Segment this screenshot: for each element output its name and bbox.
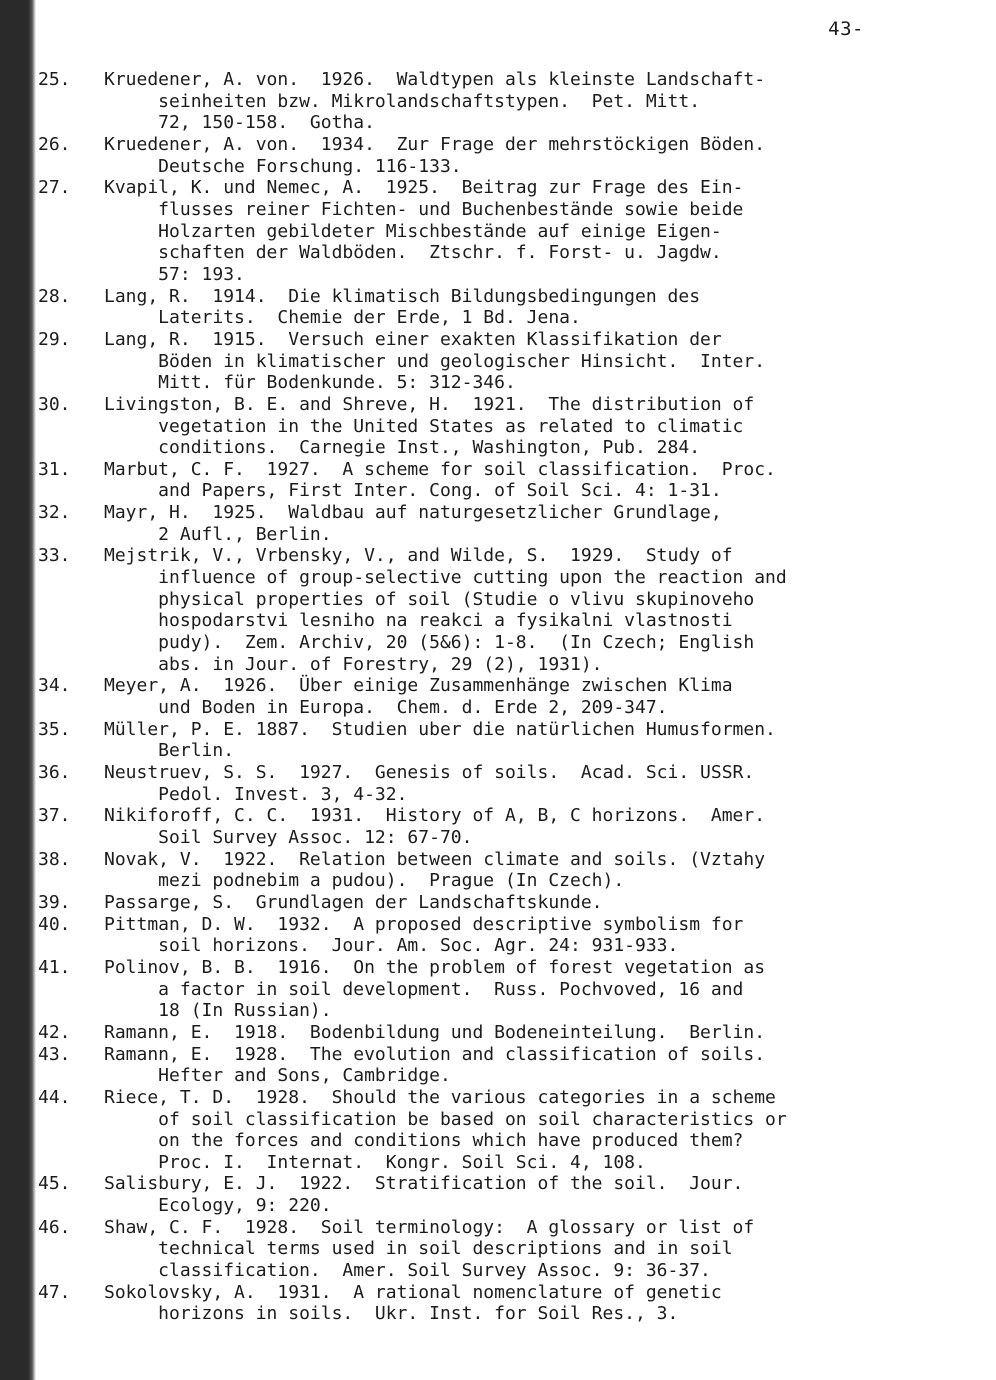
reference-line: soil horizons. Jour. Am. Soc. Agr. 24: 931-933. — [104, 935, 679, 957]
reference-line: Mejstrik, V., Vrbensky, V., and Wilde, S. 1929. Study of — [104, 545, 733, 567]
reference-text — [104, 69, 916, 134]
reference-text — [104, 1044, 916, 1087]
reference-line: Pittman, D. W. 1932. A proposed descriptive symbolism for — [104, 913, 744, 935]
reference-line: on the forces and conditions which have produced them? — [104, 1130, 744, 1152]
reference-line: abs. in Jour. of Forestry, 29 (2), 1931). — [104, 653, 603, 675]
reference-text — [104, 1217, 916, 1282]
reference-line: and Papers, First Inter. Cong. of Soil Sci. 4: 1-31. — [104, 480, 722, 502]
reference-line: mezi podnebim a pudou). Prague (In Czech). — [104, 870, 625, 892]
reference-entry — [36, 1044, 916, 1087]
reference-line: Salisbury, E. J. 1922. Stratification of the soil. Jour. — [104, 1173, 744, 1195]
reference-line: 2 Aufl., Berlin. — [104, 523, 332, 545]
reference-line: 57: 193. — [104, 263, 245, 285]
reference-entry — [36, 1022, 916, 1044]
reference-entry — [36, 1217, 916, 1282]
reference-line: a factor in soil development. Russ. Pochvoved, 16 and — [104, 978, 744, 1000]
reference-entry — [36, 892, 916, 914]
reference-line: und Boden in Europa. Chem. d. Erde 2, 209-347. — [104, 697, 668, 719]
reference-list — [36, 69, 916, 1325]
reference-number: 38. — [38, 848, 71, 870]
reference-entry — [36, 957, 916, 1022]
reference-number: 30. — [38, 393, 71, 415]
reference-entry — [36, 849, 916, 892]
reference-text — [104, 1022, 916, 1044]
reference-entry — [36, 1173, 916, 1216]
reference-entry — [36, 134, 916, 177]
reference-entry — [36, 762, 916, 805]
reference-line: Hefter and Sons, Cambridge. — [104, 1065, 451, 1087]
page-number: 43- — [828, 18, 864, 40]
reference-line: Ecology, 9: 220. — [104, 1195, 332, 1217]
reference-line: Passarge, S. Grundlagen der Landschaftskunde. — [104, 891, 603, 913]
reference-entry — [36, 502, 916, 545]
reference-line: Polinov, B. B. 1916. On the problem of forest vegetation as — [104, 956, 766, 978]
reference-text — [104, 394, 916, 459]
reference-line: Müller, P. E. 1887. Studien uber die natürlichen Humusformen. — [104, 718, 776, 740]
reference-line: Ramann, E. 1918. Bodenbildung und Bodeneinteilung. Berlin. — [104, 1021, 766, 1043]
reference-entry — [36, 914, 916, 957]
reference-line: classification. Amer. Soil Survey Assoc. 9: 36-37. — [104, 1260, 711, 1282]
reference-line: technical terms used in soil descriptions and in soil — [104, 1238, 733, 1260]
reference-text — [104, 762, 916, 805]
reference-number: 41. — [38, 956, 71, 978]
reference-entry — [36, 719, 916, 762]
reference-number: 34. — [38, 675, 71, 697]
reference-line: Pedol. Invest. 3, 4-32. — [104, 783, 408, 805]
reference-number: 46. — [38, 1216, 71, 1238]
reference-number: 47. — [38, 1281, 71, 1303]
reference-line: Marbut, C. F. 1927. A scheme for soil classification. Proc. — [104, 458, 776, 480]
reference-number: 45. — [38, 1173, 71, 1195]
reference-line: physical properties of soil (Studie o vlivu skupinoveho — [104, 588, 755, 610]
reference-line: Mayr, H. 1925. Waldbau auf naturgesetzlicher Grundlage, — [104, 502, 722, 524]
reference-line: schaften der Waldböden. Ztschr. f. Forst- u. Jagdw. — [104, 242, 722, 264]
reference-line: Lang, R. 1915. Versuch einer exakten Klassifikation der — [104, 328, 722, 350]
reference-number: 29. — [38, 328, 71, 350]
reference-line: Novak, V. 1922. Relation between climate and soils. (Vztahy — [104, 848, 766, 870]
reference-number: 36. — [38, 762, 71, 783]
reference-line: Kruedener, A. von. 1926. Waldtypen als kleinste Landschaft- — [104, 69, 766, 90]
reference-line: vegetation in the United States as related to climatic — [104, 415, 744, 437]
reference-line: Böden in klimatischer und geologischer Hinsicht. Inter. — [104, 350, 766, 372]
reference-text — [104, 177, 916, 285]
reference-number: 33. — [38, 545, 71, 567]
reference-line: Berlin. — [104, 740, 235, 762]
reference-line: Proc. I. Internat. Kongr. Soil Sci. 4, 108. — [104, 1151, 646, 1173]
reference-line: Deutsche Forschung. 116-133. — [104, 155, 462, 177]
reference-line: Lang, R. 1914. Die klimatisch Bildungsbedingungen des — [104, 285, 701, 307]
reference-line: Kvapil, K. und Nemec, A. 1925. Beitrag zur Frage des Ein- — [104, 177, 744, 199]
reference-entry — [36, 394, 916, 459]
reference-line: seinheiten bzw. Mikrolandschaftstypen. Pet. Mitt. — [104, 90, 701, 112]
reference-line: Mitt. für Bodenkunde. 5: 312-346. — [104, 372, 516, 394]
reference-number: 43. — [38, 1043, 71, 1065]
reference-text — [104, 914, 916, 957]
reference-number: 37. — [38, 805, 71, 827]
reference-number: 35. — [38, 718, 71, 740]
reference-entry — [36, 329, 916, 394]
reference-entry — [36, 805, 916, 848]
reference-line: Sokolovsky, A. 1931. A rational nomenclature of genetic — [104, 1281, 722, 1303]
reference-text — [104, 675, 916, 718]
reference-line: Soil Survey Assoc. 12: 67-70. — [104, 826, 473, 848]
reference-text — [104, 849, 916, 892]
reference-text — [104, 1282, 916, 1325]
reference-entry — [36, 545, 916, 675]
reference-text — [104, 1173, 916, 1216]
reference-line: Holzarten gebildeter Mischbestände auf einige Eigen- — [104, 220, 722, 242]
reference-line: flusses reiner Fichten- und Buchenbestände sowie beide — [104, 198, 744, 220]
reference-line: conditions. Carnegie Inst., Washington, Pub. 284. — [104, 437, 701, 459]
reference-line: Neustruev, S. S. 1927. Genesis of soils. Acad. Sci. USSR. — [104, 762, 755, 783]
reference-text — [104, 1087, 916, 1174]
reference-line: Kruedener, A. von. 1934. Zur Frage der mehrstöckigen Böden. — [104, 133, 766, 155]
page-binding-edge — [0, 0, 36, 1380]
reference-line: Shaw, C. F. 1928. Soil terminology: A glossary or list of — [104, 1216, 755, 1238]
reference-text — [104, 502, 916, 545]
reference-entry — [36, 286, 916, 329]
reference-number: 26. — [38, 133, 71, 155]
reference-number: 32. — [38, 502, 71, 524]
reference-text — [104, 329, 916, 394]
reference-text — [104, 719, 916, 762]
reference-text — [104, 892, 916, 914]
reference-number: 25. — [38, 69, 71, 90]
reference-text — [104, 957, 916, 1022]
reference-line: Nikiforoff, C. C. 1931. History of A, B, C horizons. Amer. — [104, 805, 766, 827]
reference-line: pudy). Zem. Archiv, 20 (5&6): 1-8. (In Czech; English — [104, 632, 755, 654]
reference-entry — [36, 1087, 916, 1174]
reference-line: Meyer, A. 1926. Über einige Zusammenhänge zwischen Klima — [104, 675, 733, 697]
reference-text — [104, 545, 916, 675]
reference-number: 27. — [38, 177, 71, 199]
reference-line: Livingston, B. E. and Shreve, H. 1921. The distribution of — [104, 393, 755, 415]
reference-number: 42. — [38, 1021, 71, 1043]
reference-number: 44. — [38, 1086, 71, 1108]
reference-text — [104, 805, 916, 848]
reference-line: Riece, T. D. 1928. Should the various categories in a scheme — [104, 1086, 776, 1108]
reference-line: 18 (In Russian). — [104, 1000, 332, 1022]
reference-number: 39. — [38, 891, 71, 913]
reference-text — [104, 459, 916, 502]
reference-entry — [36, 69, 916, 134]
reference-line: 72, 150-158. Gotha. — [104, 112, 375, 134]
reference-line: Laterits. Chemie der Erde, 1 Bd. Jena. — [104, 307, 581, 329]
reference-line: hospodarstvi lesniho na reakci a fysikalni vlastnosti — [104, 610, 733, 632]
reference-line: of soil classification be based on soil characteristics or — [104, 1108, 787, 1130]
reference-line: influence of group-selective cutting upon the reaction and — [104, 567, 787, 589]
reference-text — [104, 134, 916, 177]
reference-text — [104, 286, 916, 329]
reference-number: 31. — [38, 458, 71, 480]
reference-entry — [36, 177, 916, 285]
reference-line: horizons in soils. Ukr. Inst. for Soil Res., 3. — [104, 1303, 679, 1325]
reference-line: Ramann, E. 1928. The evolution and classification of soils. — [104, 1043, 766, 1065]
reference-entry — [36, 1282, 916, 1325]
reference-number: 28. — [38, 285, 71, 307]
reference-entry — [36, 675, 916, 718]
reference-entry — [36, 459, 916, 502]
reference-number: 40. — [38, 913, 71, 935]
